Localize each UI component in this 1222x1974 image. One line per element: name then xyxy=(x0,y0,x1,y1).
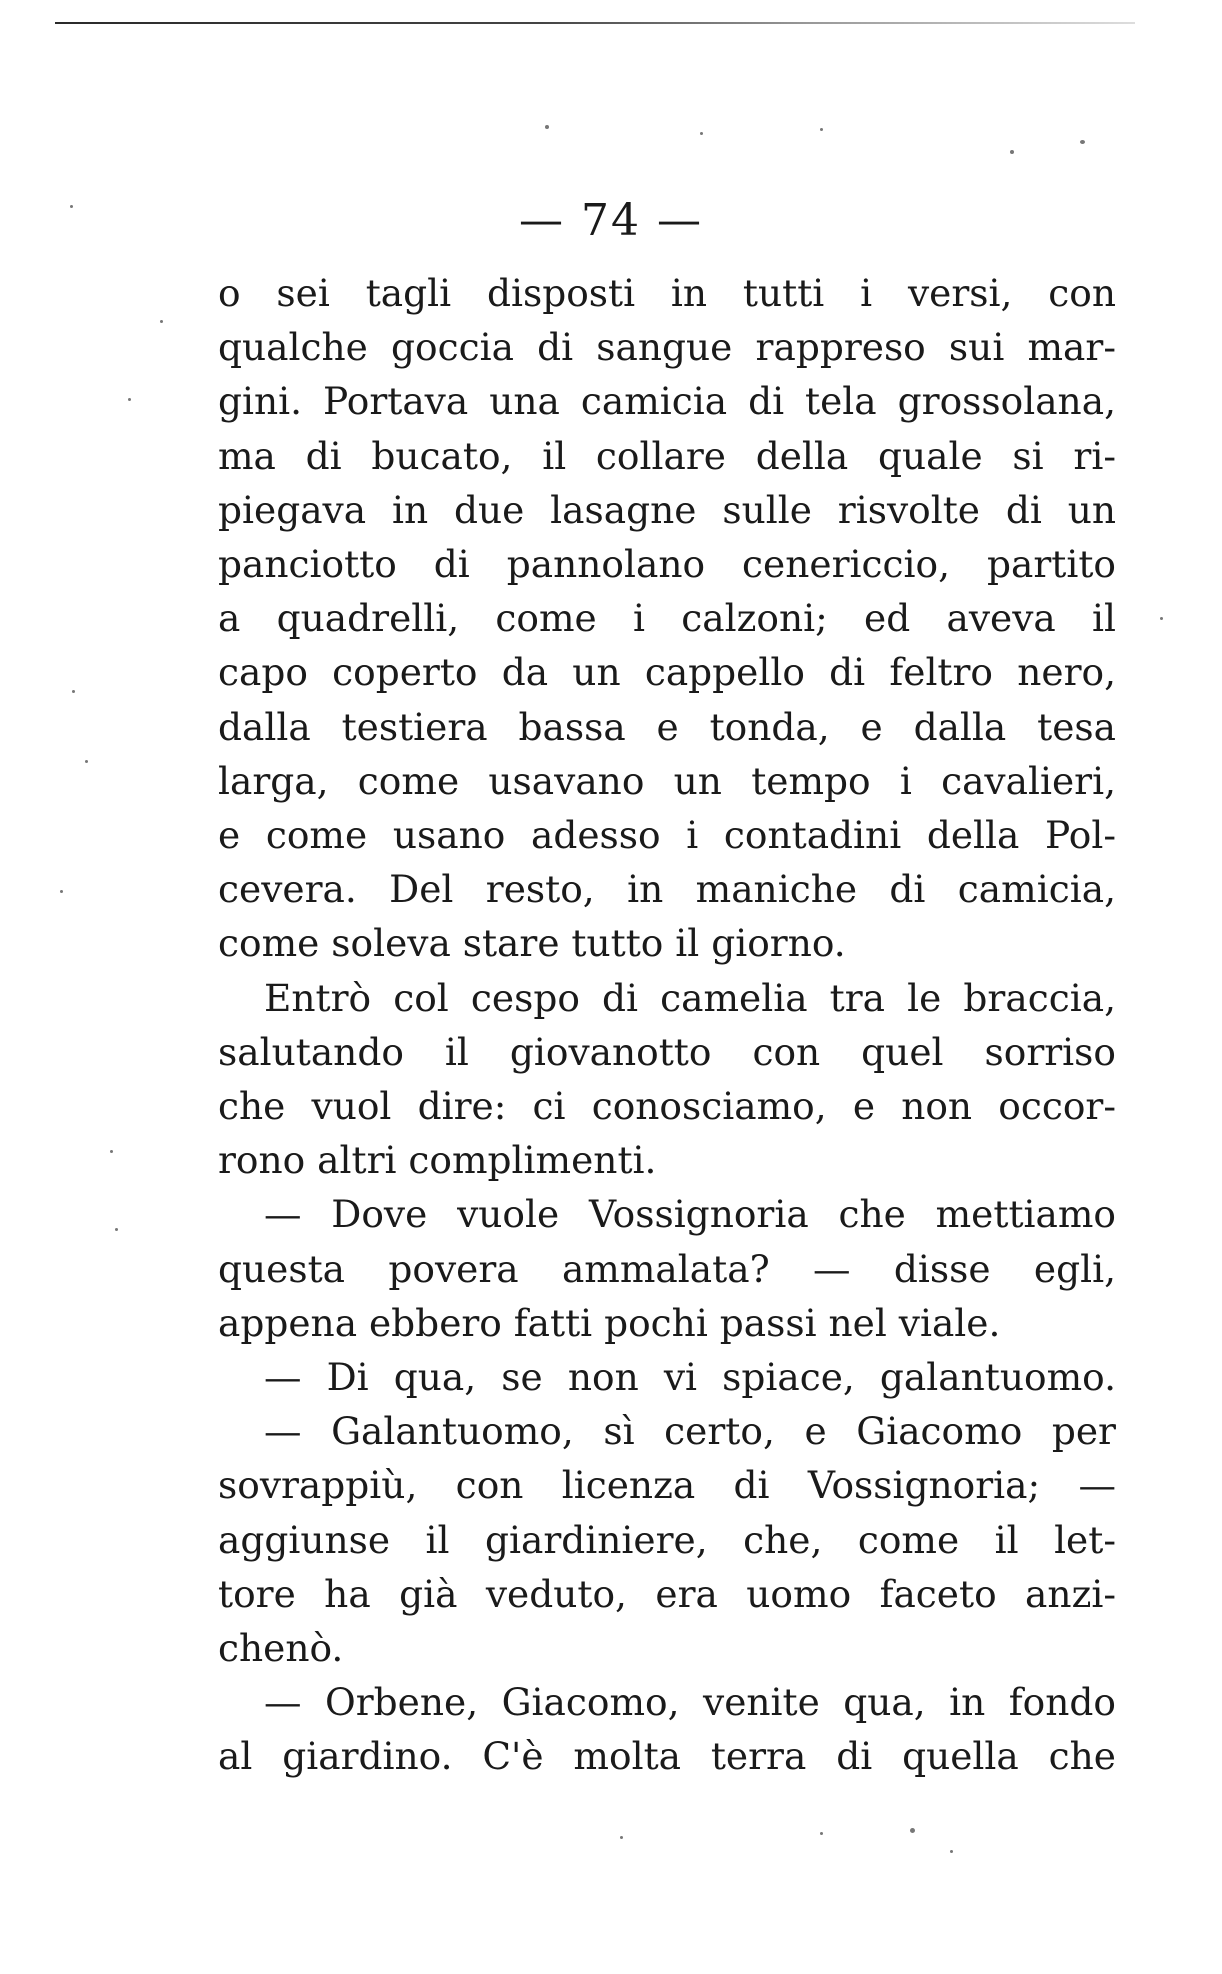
text-line: come soleva stare tutto il giorno. xyxy=(218,921,846,966)
scan-speck xyxy=(72,690,75,693)
text-line: — Dove vuole Vossignoria che mettiamo xyxy=(264,1192,1116,1237)
text-line: sovrappiù, con licenza di Vossignoria; — xyxy=(218,1463,1116,1508)
text-line: ma di bucato, il collare della quale si ri- xyxy=(218,433,1116,478)
text-line: questa povera ammalata? — disse egli, xyxy=(218,1246,1116,1291)
text-line: — Galantuomo, sì certo, e Giacomo per xyxy=(264,1409,1116,1454)
text-line: — Orbene, Giacomo, venite qua, in fondo xyxy=(264,1680,1116,1725)
scan-speck xyxy=(1160,617,1163,620)
scan-speck xyxy=(1080,140,1085,144)
text-line: salutando il giovanotto con quel sorriso xyxy=(218,1029,1116,1074)
scan-speck xyxy=(820,1832,823,1835)
text-line: capo coperto da un cappello di feltro nero, xyxy=(218,650,1116,695)
scan-speck xyxy=(115,1228,118,1231)
scan-speck xyxy=(1010,150,1014,154)
text-line: o sei tagli disposti in tutti i versi, con xyxy=(218,271,1116,315)
text-line: Entrò col cespo di camelia tra le braccia, xyxy=(264,975,1116,1020)
text-line: larga, come usavano un tempo i cavalieri, xyxy=(218,758,1116,803)
scan-speck xyxy=(700,132,703,135)
text-line: panciotto di pannolano cenericcio, partito xyxy=(218,542,1116,587)
scan-speck xyxy=(60,890,63,893)
text-line: tore ha già veduto, era uomo faceto anzi- xyxy=(218,1571,1116,1616)
top-rule xyxy=(55,22,1135,24)
scan-speck xyxy=(128,398,131,401)
text-line: qualche goccia di sangue rappreso sui mar- xyxy=(218,325,1116,370)
text-line: aggiunse il giardiniere, che, come il let- xyxy=(218,1517,1116,1562)
page-number: — 74 — xyxy=(519,195,703,246)
text-line: e come usano adesso i contadini della Pol- xyxy=(218,813,1116,858)
text-line: cevera. Del resto, in maniche di camicia, xyxy=(218,867,1116,912)
text-line: gini. Portava una camicia di tela grossolana, xyxy=(218,379,1116,424)
text-line: che vuol dire: ci conosciamo, e non occor- xyxy=(218,1084,1116,1129)
text-line: al giardino. C'è molta terra di quella che xyxy=(218,1734,1116,1779)
text-line: piegava in due lasagne sulle risvolte di un xyxy=(218,487,1116,532)
text-line: dalla testiera bassa e tonda, e dalla tesa xyxy=(218,704,1116,749)
text-line: a quadrelli, come i calzoni; ed aveva il xyxy=(218,596,1116,641)
scan-speck xyxy=(545,125,549,129)
scan-speck xyxy=(820,128,823,131)
scan-speck xyxy=(160,320,163,323)
text-line: — Di qua, se non vi spiace, galantuomo. xyxy=(264,1355,1116,1400)
body-text xyxy=(218,266,1116,1784)
text-line: rono altri complimenti. xyxy=(218,1138,657,1183)
scan-speck xyxy=(950,1850,953,1853)
scan-speck xyxy=(620,1836,623,1839)
text-line: appena ebbero fatti pochi passi nel viale. xyxy=(218,1300,1001,1345)
scan-speck xyxy=(70,205,73,208)
scan-speck xyxy=(110,1150,113,1153)
scan-speck xyxy=(910,1828,915,1833)
scan-speck xyxy=(85,760,88,763)
text-line: chenò. xyxy=(218,1626,344,1671)
